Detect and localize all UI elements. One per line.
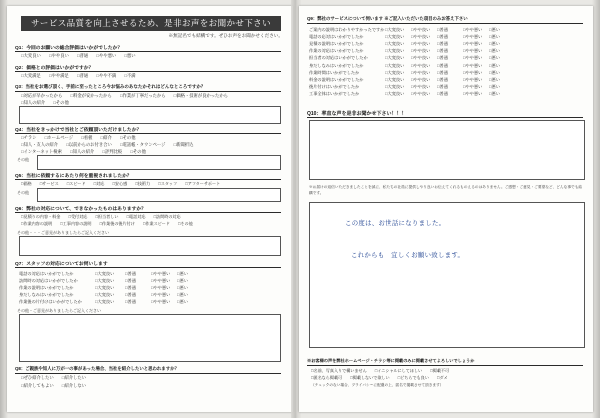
q6-option-3[interactable]: □電話対応 bbox=[126, 214, 146, 219]
q9-row-8-label: 後片付けはいかがでしたか bbox=[309, 84, 360, 90]
publication-consent-label: ※お客様の声を弊社ホームページ・チラシ等に掲載のみに掲載させてよろしいでしょうか bbox=[307, 358, 475, 363]
q7-row-3-label: 身だしなみはいかがでしたか bbox=[19, 292, 74, 298]
q9-row-6-label: 作業時間はいかがでしたか bbox=[309, 69, 360, 75]
q9-row-0[interactable] bbox=[309, 26, 515, 33]
q9-row-5-label: 身だしなみはいかがでしたか bbox=[309, 62, 364, 68]
q1-option-2[interactable]: □普通 bbox=[77, 53, 89, 58]
q9-row-8[interactable] bbox=[309, 84, 515, 91]
q9-row-1-opt-1[interactable]: □やや良い bbox=[411, 33, 431, 39]
q3-free-text-box[interactable] bbox=[19, 106, 281, 124]
q6-option-7[interactable]: □作業後の後片付け bbox=[99, 221, 135, 226]
q3-option-0[interactable]: □対応が早かったから bbox=[21, 93, 63, 98]
q3-option-4[interactable]: □知人の紹介 bbox=[21, 100, 46, 105]
q1-option-4[interactable]: □悪い bbox=[124, 53, 136, 58]
q9-row-3-opt-2[interactable]: □普通 bbox=[437, 48, 448, 54]
handwritten-note-line-2: これからも 宜しくお願い致します。 bbox=[351, 251, 465, 259]
q7-row-4-opt-1[interactable]: □普通 bbox=[125, 299, 136, 305]
q9-row-0-label: ご案内の説明はわかりやすかったですか bbox=[309, 26, 385, 32]
q6-free-label: その他・・・ご意見がありましたらご記入ください bbox=[17, 230, 109, 235]
q2-options[interactable] bbox=[21, 73, 143, 79]
q9-rating-table[interactable] bbox=[309, 26, 515, 98]
q7-row-3[interactable] bbox=[19, 292, 203, 299]
q9-row-3-opt-0[interactable]: □大変良い bbox=[385, 48, 405, 54]
q7-row-4-opt-0[interactable]: □大変良い bbox=[95, 299, 115, 305]
q9-row-1-opt-2[interactable]: □普通 bbox=[437, 33, 448, 39]
q5-option-5[interactable]: □技術力 bbox=[135, 181, 151, 186]
q9-row-6-opt-1[interactable]: □やや良い bbox=[411, 69, 431, 75]
q7-row-2-opt-1[interactable]: □普通 bbox=[125, 284, 136, 290]
q8-options-row1[interactable] bbox=[21, 375, 93, 381]
q7-row-2[interactable] bbox=[19, 284, 203, 291]
q5-rule bbox=[15, 179, 281, 180]
q8-option-0[interactable]: □ぜひ紹介したい bbox=[21, 375, 54, 380]
q9-row-0-opt-3[interactable]: □やや悪い bbox=[463, 26, 483, 32]
q2-option-1[interactable]: □やや満足 bbox=[49, 73, 69, 78]
q9-row-2-opt-0[interactable]: □大変良い bbox=[385, 40, 405, 46]
q1-label: Q1：今回のお願いの総合評価はいかがでしたか？ bbox=[15, 46, 123, 51]
q6-options-row1[interactable] bbox=[21, 214, 188, 220]
q7-row-2-opt-0[interactable]: □大変良い bbox=[95, 284, 115, 290]
q7-row-0-opt-1[interactable]: □普通 bbox=[125, 270, 136, 276]
q9-row-6-opt-2[interactable]: □普通 bbox=[437, 69, 448, 75]
publication-consent-rule bbox=[307, 365, 583, 366]
q2-rule bbox=[15, 71, 281, 72]
q2-option-2[interactable]: □普通 bbox=[77, 73, 89, 78]
q9-row-2-opt-4[interactable]: □悪い bbox=[489, 40, 500, 46]
q4-option-7[interactable]: □電話帳・タウンページ bbox=[119, 142, 166, 147]
q9-row-8-opt-0[interactable]: □大変良い bbox=[385, 84, 405, 90]
consent-option-3[interactable]: □匿名なら掲載可 bbox=[311, 375, 343, 380]
q9-row-1-opt-0[interactable]: □大変良い bbox=[385, 33, 405, 39]
q9-rule bbox=[307, 23, 583, 24]
q9-row-9-opt-1[interactable]: □やや良い bbox=[411, 91, 431, 97]
q9-row-2-opt-2[interactable]: □普通 bbox=[437, 40, 448, 46]
q5-other-label: その他 bbox=[17, 190, 29, 195]
q8-rule bbox=[15, 373, 281, 374]
q9-row-5-opt-0[interactable]: □大変良い bbox=[385, 62, 405, 68]
consent-option-4[interactable]: □掲載しないで欲しい bbox=[350, 375, 390, 380]
q9-row-4-opt-2[interactable]: □普通 bbox=[437, 55, 448, 61]
q9-label: Q9：弊社のサービスについて伺います ※ご記入いただいた項目のみお答え下さい bbox=[307, 16, 468, 21]
q1-option-3[interactable]: □やや悪い bbox=[96, 53, 117, 58]
q6-option-0[interactable]: □見積りの内容・料金 bbox=[21, 214, 61, 219]
q9-row-2[interactable] bbox=[309, 40, 515, 47]
q3-options-row1[interactable] bbox=[21, 93, 235, 99]
q1-options[interactable] bbox=[21, 53, 143, 59]
q5-option-6[interactable]: □スタッフ bbox=[158, 181, 178, 186]
q4-other-label: その他 bbox=[17, 157, 29, 162]
q6-rule bbox=[15, 212, 281, 213]
consent-option-1[interactable]: □イニシャルにしてほしい bbox=[374, 368, 423, 373]
consent-option-6[interactable]: □ダメ bbox=[436, 375, 448, 380]
q7-row-1[interactable] bbox=[19, 277, 203, 284]
q6-option-2[interactable]: □担当者しい bbox=[95, 214, 119, 219]
q7-rating-table[interactable] bbox=[19, 270, 203, 306]
q4-option-3[interactable]: □紹介 bbox=[100, 135, 112, 140]
q7-row-4-opt-3[interactable]: □悪い bbox=[177, 299, 188, 305]
q9-row-1-opt-4[interactable]: □悪い bbox=[489, 33, 500, 39]
q6-option-8[interactable]: □作業スピード bbox=[142, 221, 170, 226]
publication-consent-options-row1[interactable] bbox=[311, 368, 456, 374]
q7-row-0[interactable] bbox=[19, 270, 203, 277]
q7-row-4-label: 作業後の片付けはいかがでしたか bbox=[19, 299, 82, 305]
q4-options-row2[interactable] bbox=[21, 142, 200, 148]
q9-row-6-opt-3[interactable]: □やや悪い bbox=[463, 69, 483, 75]
q3-option-1[interactable]: □料金が安かったから bbox=[70, 93, 112, 98]
q4-option-12[interactable]: □その他 bbox=[130, 149, 146, 154]
q9-row-2-opt-3[interactable]: □やや悪い bbox=[463, 40, 483, 46]
q9-row-5-opt-4[interactable]: □悪い bbox=[489, 62, 500, 68]
q2-option-3[interactable]: □やや不満 bbox=[96, 73, 117, 78]
q7-label: Q7：スタッフの対応についてお伺いします bbox=[15, 262, 108, 267]
q9-row-3-opt-4[interactable]: □悪い bbox=[489, 48, 500, 54]
q2-label: Q2：価格との評価はいかがですか？ bbox=[15, 66, 94, 71]
q9-row-0-opt-0[interactable]: □大変良い bbox=[385, 26, 405, 32]
q4-option-8[interactable]: □新聞折込 bbox=[173, 142, 194, 147]
q8-option-2[interactable]: □紹介してもよい bbox=[21, 383, 54, 388]
q9-row-4-opt-1[interactable]: □やや良い bbox=[411, 55, 431, 61]
q5-label: Q5：当社に依頼するにあたり何を重視されましたか？ bbox=[15, 174, 132, 179]
q3-option-2[interactable]: □作業が丁寧だったから bbox=[119, 93, 166, 98]
q4-option-11[interactable]: □評判比較 bbox=[102, 149, 123, 154]
q5-option-0[interactable]: □価格 bbox=[21, 181, 32, 186]
q7-row-3-opt-3[interactable]: □悪い bbox=[177, 292, 188, 298]
q3-option-3[interactable]: □価格・技術が良かったから bbox=[173, 93, 228, 98]
q5-option-7[interactable]: □アフターサポート bbox=[185, 181, 221, 186]
q6-option-6[interactable]: □工事内容の説明 bbox=[60, 221, 92, 226]
q7-row-1-label: 訪問時の対応はいかがでしたか bbox=[19, 277, 78, 283]
q10-top-text-box[interactable] bbox=[309, 120, 585, 180]
q9-row-2-opt-1[interactable]: □やや良い bbox=[411, 40, 431, 46]
q9-row-3-opt-1[interactable]: □やや良い bbox=[411, 48, 431, 54]
q4-option-6[interactable]: □以前からのお付き合い bbox=[66, 142, 112, 147]
q5-option-3[interactable]: □対応 bbox=[93, 181, 105, 186]
q9-row-3-label: 作業の対応はいかがでしたか bbox=[309, 48, 364, 54]
q9-row-5-opt-2[interactable]: □普通 bbox=[437, 62, 448, 68]
q2-option-0[interactable]: □大変満足 bbox=[21, 73, 41, 78]
page-title: サービス品質を向上させるため、是非お声をお聞かせ下さい bbox=[21, 16, 281, 31]
q7-row-0-opt-2[interactable]: □やや悪い bbox=[151, 270, 171, 276]
q4-rule bbox=[15, 133, 281, 134]
q9-row-0-opt-1[interactable]: □やや良い bbox=[411, 26, 431, 32]
q1-rule bbox=[15, 51, 281, 52]
q5-option-4[interactable]: □安心感 bbox=[112, 181, 128, 186]
q9-row-9-label: 工事全体はいかがでしたか bbox=[309, 91, 360, 97]
q9-row-6-opt-4[interactable]: □悪い bbox=[489, 69, 500, 75]
q9-row-4-label: 担当者の対応はいかがでしたか bbox=[309, 55, 368, 61]
q9-row-4-opt-3[interactable]: □やや悪い bbox=[463, 55, 483, 61]
q9-row-9-opt-4[interactable]: □悪い bbox=[489, 91, 500, 97]
q2-option-4[interactable]: □不満 bbox=[124, 73, 136, 78]
q9-row-7-opt-3[interactable]: □やや悪い bbox=[463, 76, 483, 82]
q9-row-6-opt-0[interactable]: □大変良い bbox=[385, 69, 405, 75]
q7-row-2-opt-2[interactable]: □やや悪い bbox=[151, 284, 171, 290]
consent-option-5[interactable]: □どちらでも良い bbox=[397, 375, 429, 380]
q6-option-9[interactable]: □その他 bbox=[177, 221, 193, 226]
q5-option-1[interactable]: □サービス bbox=[39, 181, 59, 186]
q8-label: Q8：ご親族や知人に万が一の事があった場合、当社を紹介したいと思われますか？ bbox=[15, 366, 179, 371]
q1-option-1[interactable]: □やや良い bbox=[49, 53, 69, 58]
q6-label: Q6：弊社の対応について、できなかったものはありますか？ bbox=[15, 207, 146, 212]
q4-label: Q4：当社をきっかけで当社とご依頼頂いただけましたか？ bbox=[15, 128, 142, 133]
q7-row-4[interactable] bbox=[19, 299, 203, 306]
q9-row-5-opt-1[interactable]: □やや良い bbox=[411, 62, 431, 68]
q7-row-1-opt-0[interactable]: □大変良い bbox=[95, 277, 115, 283]
publication-consent-options-row2[interactable] bbox=[311, 375, 455, 381]
q10-footnote: ※お届けの返信いただきましたことを誠に、私たちの社員に提供しやり良いお伝えてくれるものえるのはありません。ご感想・ご意見・ご要望など、どんな事でも結構です。 bbox=[309, 185, 583, 195]
q7-row-1-opt-1[interactable]: □普通 bbox=[125, 277, 136, 283]
q10-rule bbox=[307, 117, 583, 118]
q6-option-1[interactable]: □受付対応 bbox=[68, 214, 88, 219]
q7-row-1-opt-2[interactable]: □やや悪い bbox=[151, 277, 171, 283]
q7-row-4-opt-2[interactable]: □やや悪い bbox=[151, 299, 171, 305]
q9-row-9-opt-3[interactable]: □やや悪い bbox=[463, 91, 483, 97]
q9-row-4-opt-4[interactable]: □悪い bbox=[489, 55, 500, 61]
q5-option-2[interactable]: □スピード bbox=[66, 181, 86, 186]
q9-row-3[interactable] bbox=[309, 48, 515, 55]
q7-row-2-opt-3[interactable]: □悪い bbox=[177, 284, 188, 290]
q9-row-4[interactable] bbox=[309, 55, 515, 62]
consent-option-2[interactable]: □掲載不可 bbox=[430, 368, 450, 373]
q7-row-0-label: 電話の対応はいかがでしたか bbox=[19, 270, 74, 276]
publication-consent-note: （チェックのない場合、プライバシーに配慮の上、匿名で掲載させて頂きます） bbox=[311, 383, 444, 387]
q7-row-3-opt-0[interactable]: □大変良い bbox=[95, 292, 115, 298]
q9-row-8-opt-4[interactable]: □悪い bbox=[489, 84, 500, 90]
q9-row-7-label: 料金の説明はいかがでしたか bbox=[309, 76, 364, 82]
q4-option-1[interactable]: □ホームページ bbox=[44, 135, 73, 140]
q9-row-0-opt-2[interactable]: □普通 bbox=[437, 26, 448, 32]
q7-rule bbox=[15, 267, 281, 268]
q3-label: Q3：当社をお選び頂く、手前に至ったところ今お悩みのあなたかそれはどんなところですか？ bbox=[15, 84, 206, 89]
q4-option-2[interactable]: □看板 bbox=[81, 135, 93, 140]
q7-free-text-box[interactable] bbox=[19, 314, 281, 362]
q6-free-text-box[interactable] bbox=[19, 236, 281, 256]
q1-option-0[interactable]: □大変良い bbox=[21, 53, 41, 58]
q9-row-7-opt-0[interactable]: □大変良い bbox=[385, 76, 405, 82]
q7-row-3-opt-2[interactable]: □やや悪い bbox=[151, 292, 171, 298]
q9-row-8-opt-3[interactable]: □やや悪い bbox=[463, 84, 483, 90]
q8-option-1[interactable]: □紹介したい bbox=[61, 375, 86, 380]
q8-option-3[interactable]: □紹介しない bbox=[61, 383, 86, 388]
q4-option-5[interactable]: □知人・友人の紹介 bbox=[21, 142, 58, 147]
q9-row-5[interactable] bbox=[309, 62, 515, 69]
q9-row-9[interactable] bbox=[309, 91, 515, 98]
q9-row-9-opt-0[interactable]: □大変良い bbox=[385, 91, 405, 97]
q6-options-row2[interactable] bbox=[21, 221, 200, 227]
q10-label: Q10：率直な声を是非お聞かせ下さい！！！ bbox=[307, 111, 407, 117]
q9-row-1-label: 電話の応対はいかがでしたか bbox=[309, 33, 364, 39]
q9-row-6[interactable] bbox=[309, 69, 515, 76]
q4-options-row1[interactable] bbox=[21, 135, 143, 141]
q9-row-9-opt-2[interactable]: □普通 bbox=[437, 91, 448, 97]
q7-free-label: その他・ご意見がありましたらご記入ください bbox=[17, 308, 101, 313]
q9-row-4-opt-0[interactable]: □大変良い bbox=[385, 55, 405, 61]
q8-options-row2[interactable] bbox=[21, 383, 93, 389]
page-subtitle: ※無記名でも結構です。ぜひお声をお聞かせください。 bbox=[168, 33, 283, 38]
q9-row-7-opt-2[interactable]: □普通 bbox=[437, 76, 448, 82]
right-page-shadow bbox=[592, 0, 600, 418]
q9-row-1-opt-3[interactable]: □やや悪い bbox=[463, 33, 483, 39]
q9-row-7-opt-1[interactable]: □やや良い bbox=[411, 76, 431, 82]
q9-row-2-label: 見積の説明はいかがでしたか bbox=[309, 40, 364, 46]
q6-option-5[interactable]: □作業内容の説明 bbox=[21, 221, 53, 226]
q9-row-3-opt-3[interactable]: □やや悪い bbox=[463, 48, 483, 54]
q6-option-4[interactable]: □訪問時の対応 bbox=[153, 214, 181, 219]
q4-option-4[interactable]: □その他 bbox=[120, 135, 136, 140]
q5-options-row1[interactable] bbox=[21, 181, 227, 187]
q9-row-8-opt-2[interactable]: □普通 bbox=[437, 84, 448, 90]
survey-page-left bbox=[7, 6, 293, 412]
q3-rule bbox=[15, 91, 281, 92]
q7-row-0-opt-3[interactable]: □悪い bbox=[177, 270, 188, 276]
q9-row-5-opt-3[interactable]: □やや悪い bbox=[463, 62, 483, 68]
q3-option-5[interactable]: □その他 bbox=[53, 100, 69, 105]
q4-other-text-box[interactable] bbox=[37, 155, 281, 170]
q9-row-0-opt-4[interactable]: □悪い bbox=[489, 26, 500, 32]
q9-row-7-opt-4[interactable]: □悪い bbox=[489, 76, 500, 82]
q7-row-1-opt-3[interactable]: □悪い bbox=[177, 277, 188, 283]
q9-row-8-opt-1[interactable]: □やや良い bbox=[411, 84, 431, 90]
q5-other-text-box[interactable] bbox=[37, 188, 281, 202]
q7-row-0-opt-0[interactable]: □大変良い bbox=[95, 270, 115, 276]
q4-option-9[interactable]: □インターネット検索 bbox=[21, 149, 62, 154]
q4-option-0[interactable]: □チラシ bbox=[21, 135, 37, 140]
q4-option-10[interactable]: □知人の紹介 bbox=[70, 149, 95, 154]
survey-page-right bbox=[299, 6, 593, 412]
consent-option-0[interactable]: □名前、写真入りで構いません bbox=[311, 368, 367, 373]
q7-row-2-label: 作業の説明はいかがでしたか bbox=[19, 284, 74, 290]
handwritten-note-line-1: この度は、お世話になりました。 bbox=[345, 219, 446, 227]
q9-row-7[interactable] bbox=[309, 76, 515, 83]
q9-row-1[interactable] bbox=[309, 33, 515, 40]
q7-row-3-opt-1[interactable]: □普通 bbox=[125, 292, 136, 298]
